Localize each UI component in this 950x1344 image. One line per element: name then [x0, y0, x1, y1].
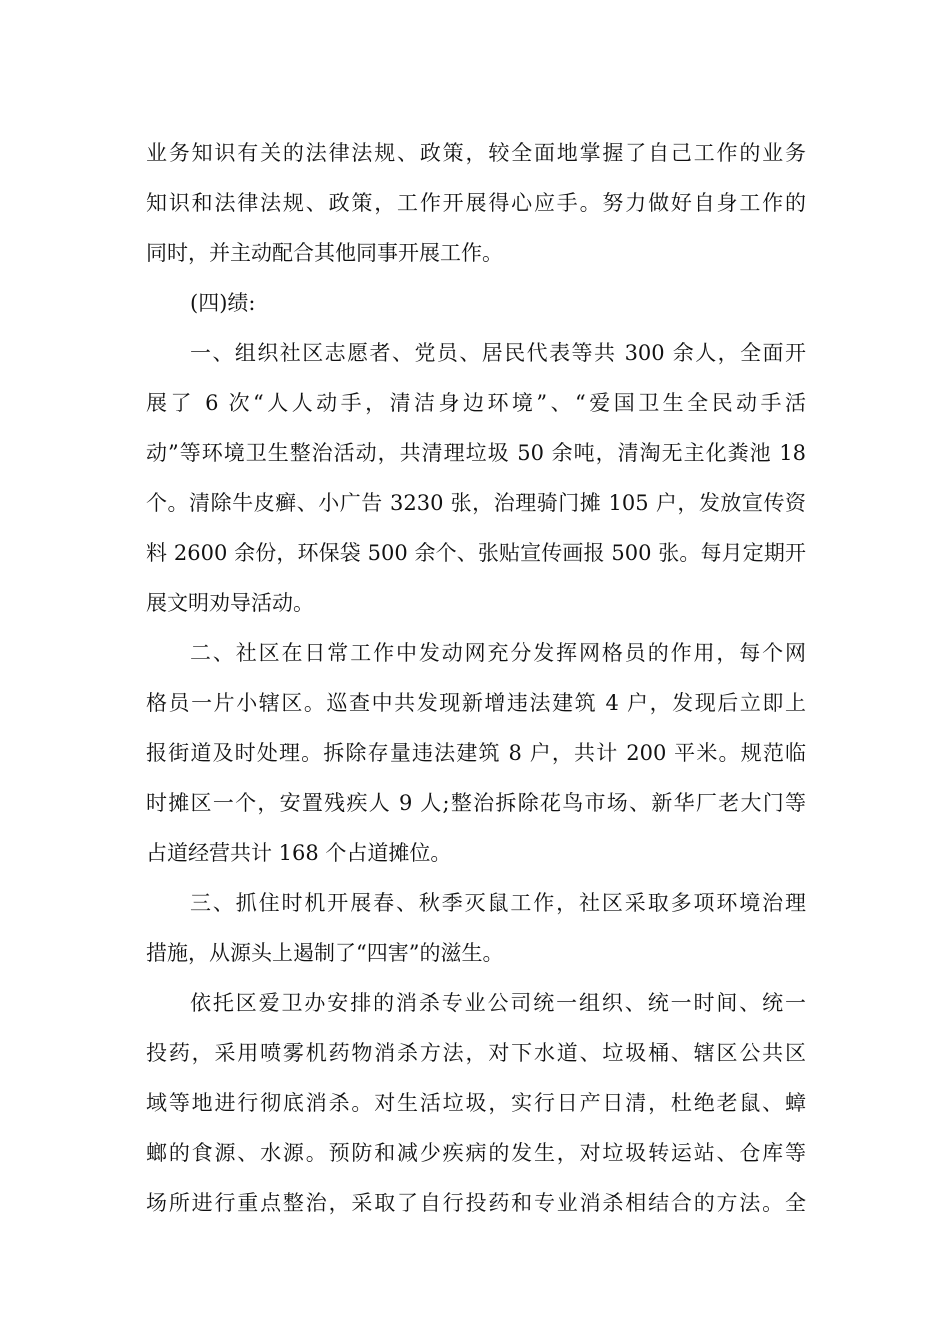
text-line: 业务知识有关的法律法规、政策，较全面地掌握了自己工作的业务 — [146, 141, 806, 165]
text-line: 动”等环境卫生整治活动，共清理垃圾 50 余吨，清淘无主化粪池 18 — [146, 441, 806, 465]
text-line: 时摊区一个，安置残疾人 9 人;整治拆除花鸟市场、新华厂老大门等 — [146, 791, 806, 815]
paragraph-item-one — [146, 328, 806, 628]
text-line: 三、抓住时机开展春、秋季灭鼠工作，社区采取多项环境治理 — [190, 891, 806, 915]
paragraph-disinfection — [146, 978, 806, 1228]
text-line: 展文明劝导活动。 — [146, 591, 314, 615]
document-body — [146, 128, 806, 1228]
text-line: 同时，并主动配合其他同事开展工作。 — [146, 241, 503, 265]
text-line: 螂的食源、水源。预防和减少疾病的发生，对垃圾转运站、仓库等 — [146, 1141, 806, 1165]
text-line: 措施，从源头上遏制了“四害”的滋生。 — [146, 941, 504, 965]
text-line: 占道经营共计 168 个占道摊位。 — [146, 841, 452, 865]
text-line: 个。清除牛皮癣、小广告 3230 张，治理骑门摊 105 户，发放宣传资 — [146, 491, 806, 515]
text-line: 展了 6 次“人人动手，清洁身边环境”、“爱国卫生全民动手活 — [146, 391, 806, 415]
text-line: 依托区爱卫办安排的消杀专业公司统一组织、统一时间、统一 — [190, 991, 806, 1015]
text-line: 场所进行重点整治，采取了自行投药和专业消杀相结合的方法。全 — [146, 1191, 806, 1215]
text-line: 二、社区在日常工作中发动网充分发挥网格员的作用，每个网 — [190, 641, 806, 665]
paragraph-item-three — [146, 878, 806, 978]
text-line: 料 2600 余份，环保袋 500 余个、张贴宣传画报 500 张。每月定期开 — [146, 541, 806, 565]
text-line: 格员一片小辖区。巡查中共发现新增违法建筑 4 户，发现后立即上 — [146, 691, 806, 715]
text-line: 知识和法律法规、政策，工作开展得心应手。努力做好自身工作的 — [146, 191, 806, 215]
text-line: (四)绩: — [190, 291, 256, 315]
text-line: 报街道及时处理。拆除存量违法建筑 8 户，共计 200 平米。规范临 — [146, 741, 806, 765]
text-line: 投药，采用喷雾机药物消杀方法，对下水道、垃圾桶、辖区公共区 — [146, 1041, 806, 1065]
text-line: 一、组织社区志愿者、党员、居民代表等共 300 余人，全面开 — [190, 341, 806, 365]
text-line: 域等地进行彻底消杀。对生活垃圾，实行日产日清，杜绝老鼠、蟑 — [146, 1091, 806, 1115]
paragraph-continuation — [146, 128, 806, 278]
section-heading — [146, 278, 806, 328]
paragraph-item-two — [146, 628, 806, 878]
